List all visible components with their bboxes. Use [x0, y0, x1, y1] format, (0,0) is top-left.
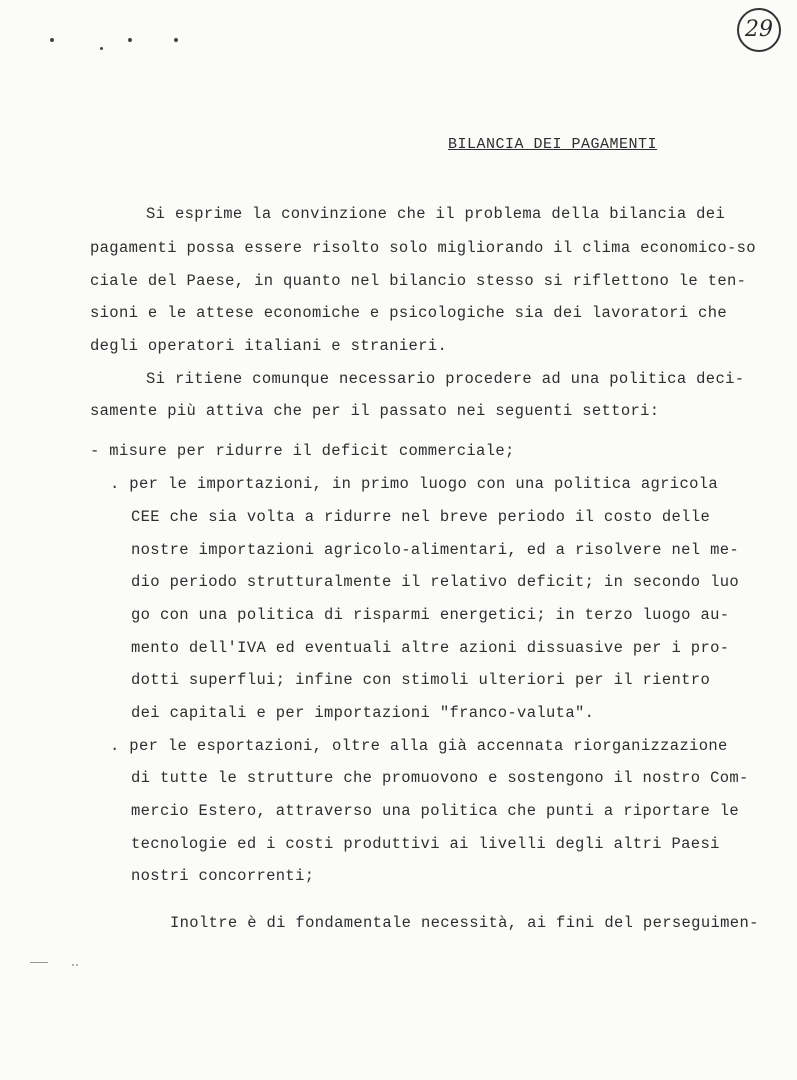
text-line: di tutte le strutture che promuovono e sostengono il nostro Com-: [131, 769, 749, 787]
page-title: BILANCIA DEI PAGAMENTI: [448, 136, 658, 153]
scan-mark: [72, 964, 80, 967]
text-line: sioni e le attese economiche e psicologiche sia dei lavoratori che: [90, 304, 727, 322]
text-line: nostri concorrenti;: [131, 867, 315, 885]
text-line: Si ritiene comunque necessario procedere ad una politica deci-: [146, 370, 745, 388]
text-line: dei capitali e per importazioni "franco-valuta".: [131, 704, 595, 722]
text-line: nostre importazioni agricolo-alimentari, ed a risolvere nel me-: [131, 541, 740, 559]
text-line: dio periodo strutturalmente il relativo deficit; in secondo luo: [131, 573, 740, 591]
text-line: degli operatori italiani e stranieri.: [90, 337, 448, 355]
text-line: CEE che sia volta a ridurre nel breve periodo il costo delle: [131, 508, 711, 526]
text-line: . per le importazioni, in primo luogo con una politica agricola: [110, 475, 719, 493]
text-line: dotti superflui; infine con stimoli ulteriori per il rientro: [131, 671, 711, 689]
text-line: samente più attiva che per il passato nei seguenti settori:: [90, 402, 660, 420]
text-line: go con una politica di risparmi energetici; in terzo luogo au-: [131, 606, 730, 624]
text-line: mercio Estero, attraverso una politica che punti a riportare le: [131, 802, 740, 820]
text-line: mento dell'IVA ed eventuali altre azioni dissuasive per i pro-: [131, 639, 730, 657]
text-line: - misure per ridurre il deficit commerciale;: [90, 442, 515, 460]
text-line: ciale del Paese, in quanto nel bilancio stesso si riflettono le ten-: [90, 272, 747, 290]
text-line: tecnologie ed i costi produttivi ai livelli degli altri Paesi: [131, 835, 720, 853]
scan-mark: [30, 962, 48, 963]
text-line: Si esprime la convinzione che il problema della bilancia dei: [146, 205, 726, 223]
page-number: 29: [737, 8, 781, 52]
text-line: . per le esportazioni, oltre alla già accennata riorganizzazione: [110, 737, 728, 755]
punch-marks: [50, 30, 190, 54]
text-line: Inoltre è di fondamentale necessità, ai fini del perseguimen-: [170, 914, 759, 932]
text-line: pagamenti possa essere risolto solo migliorando il clima economico-so: [90, 239, 756, 257]
